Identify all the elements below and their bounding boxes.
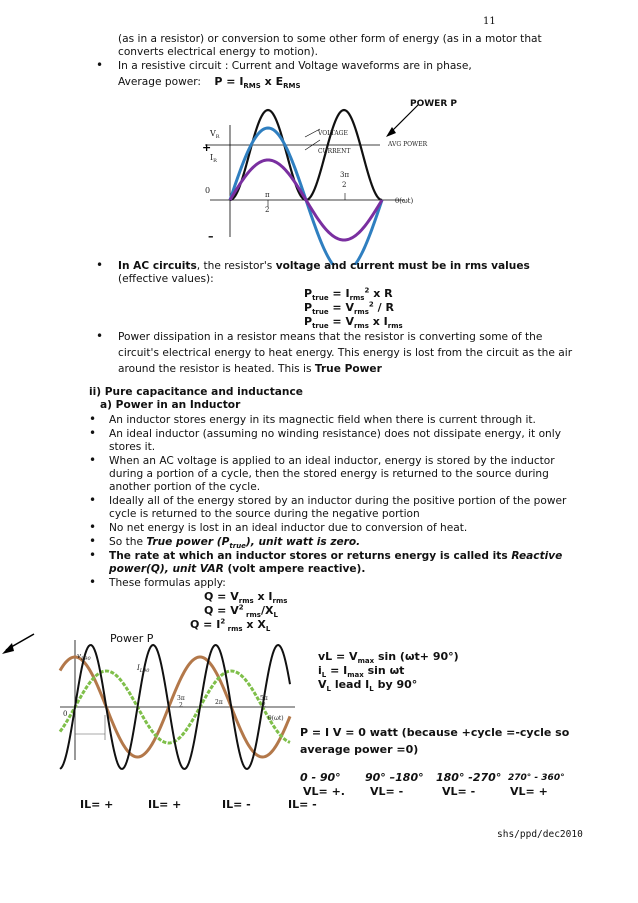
pi-two-label: 2 xyxy=(265,206,270,214)
ac-line-1: In AC circuits, the resistor's voltage and current must be in rms values xyxy=(118,260,530,272)
inductor-bullet-3b: during a portion of a cycle, then the stored energy is returned to the source during xyxy=(109,468,549,480)
origin-label: 0 xyxy=(63,710,68,718)
bullet: • xyxy=(89,534,97,548)
inductor-bullet-1: An inductor stores energy in its magnectic field when there is current through it. xyxy=(109,414,536,426)
footer: shs/ppd/dec2010 xyxy=(497,829,583,840)
power-arrow xyxy=(390,105,418,133)
bullet: • xyxy=(89,453,97,467)
plus-sign: + xyxy=(202,141,212,154)
eq-ptrue-2: $P_{true} = V_{rms}^2 / R$ xyxy=(304,300,394,317)
quadrant-2: 90° –180° xyxy=(365,771,424,784)
intro-line-2: converts electrical energy to motion). xyxy=(118,46,318,58)
ac-line-2: (effective values): xyxy=(118,273,214,285)
vl-sign-2: VL= - xyxy=(370,785,404,798)
reactive-eq-3: $Q = I^2$ $_{rms}$ x $X_L$ xyxy=(190,617,271,634)
reactive-eq-1: $Q = V_{rms}$ x $I_{rms}$ xyxy=(204,590,288,606)
inductor-bullet-6: So the True power $(P_{true})$, unit watt is zero. xyxy=(109,536,361,551)
inductor-bullet-2a: An ideal inductor (assuming no winding resistance) does not dissipate energy, it only xyxy=(109,428,561,440)
five-pi-two-label: 2 xyxy=(262,702,266,709)
minus-sign: – xyxy=(208,230,214,243)
reactive-eq-2: $Q = V^2$ $_{rms}/X_L$ xyxy=(204,603,278,620)
bullet: • xyxy=(89,426,97,440)
three-pi-label: 3π xyxy=(177,695,185,702)
power-p-label-2: Power P xyxy=(110,632,154,645)
quadrant-3: 180° -270° xyxy=(436,771,502,784)
three-pi-label: 3π xyxy=(340,171,350,179)
vl-sign-4: VL= + xyxy=(510,785,548,798)
inductor-bullet-3c: another portion of the cycle. xyxy=(109,481,261,493)
inductor-waveform-figure xyxy=(55,640,300,775)
bullet: • xyxy=(89,493,97,507)
vl-sign-1: VL= +. xyxy=(303,785,345,798)
vl90-label: $v_{L90}$ xyxy=(77,652,91,662)
il-sign-2: IL= + xyxy=(148,798,182,811)
pi-label: π xyxy=(265,191,270,199)
inductor-bullet-7a: The rate at which an inductor stores or returns energy is called its Reactive xyxy=(109,550,563,562)
subsection-heading: a) Power in an Inductor xyxy=(100,399,241,411)
il-equation: $i_L = I_{max}$ sin ωt xyxy=(318,664,405,680)
il-sign-4: IL= - xyxy=(288,798,317,811)
inductor-bullet-5: No net energy is lost in an ideal inductor due to conversion of heat. xyxy=(109,522,468,534)
bullet: • xyxy=(96,58,104,72)
three-pi-two-label: 2 xyxy=(179,702,183,709)
bullet: • xyxy=(89,548,97,562)
inductor-bullet-4b: cycle is returned to the source during the negative portion xyxy=(109,508,420,520)
vr-label: $V_R$ xyxy=(210,129,220,140)
vl-equation: vL = $V_{max}$ sin (ωt+ 90°) xyxy=(318,650,459,666)
section-heading: ii) Pure capacitance and inductance xyxy=(89,386,303,398)
zero-power-line-1: P = I V = 0 watt (because +cycle =-cycle so xyxy=(300,726,570,739)
two-pi-label: 2π xyxy=(215,699,223,706)
eq-ptrue-1: $P_{true} = I_{rms}^2$ x R xyxy=(304,286,393,303)
page-number: 11 xyxy=(483,16,496,27)
inductor-bullet-2b: stores it. xyxy=(109,441,156,453)
average-power-line xyxy=(118,75,301,89)
current-label: CURRENT xyxy=(318,148,351,155)
lead-statement: $V_L$ lead $I_L$ by 90° xyxy=(318,678,418,694)
avg-power-label: AVG POWER xyxy=(388,141,428,148)
dissipation-line-1: Power dissipation in a resistor means that the resistor is converting some of the xyxy=(118,331,543,343)
resistive-waveform-figure xyxy=(190,95,450,265)
power-curve xyxy=(230,110,382,200)
margin-arrow-icon xyxy=(0,630,40,660)
il90-label: $I_{L90}$ xyxy=(137,664,150,674)
inductor-bullet-4a: Ideally all of the energy stored by an inductor during the positive portion of the power xyxy=(109,495,567,507)
power-p-label: POWER P xyxy=(410,99,457,109)
il-sign-3: IL= - xyxy=(222,798,251,811)
resistive-line: In a resistive circuit : Current and Voltage waveforms are in phase, xyxy=(118,60,472,72)
vl-sign-3: VL= - xyxy=(442,785,476,798)
eq-ptrue-3: $P_{true} = V_{rms}$ x $I_{rms}$ xyxy=(304,315,403,331)
five-pi-label: 5π xyxy=(260,695,268,702)
theta-label: θ(ωt) xyxy=(268,715,284,722)
bullet: • xyxy=(89,412,97,426)
bullet: • xyxy=(96,329,104,343)
dissipation-line-2: circuit's electrical energy to heat energy. This energy is lost from the circuit as the air xyxy=(118,347,573,359)
quadrant-1: 0 - 90° xyxy=(300,771,341,784)
three-pi-two-label: 2 xyxy=(342,181,347,189)
inductor-bullet-8: These formulas apply: xyxy=(109,577,226,589)
avg-label: Average power: xyxy=(118,76,201,88)
theta-label: θ(ωt) xyxy=(395,197,414,205)
bullet: • xyxy=(96,258,104,272)
bullet: • xyxy=(89,575,97,589)
origin-label: 0 xyxy=(205,186,211,195)
ir-label: $I_R$ xyxy=(210,153,217,164)
intro-line-1: (as in a resistor) or conversion to some other form of energy (as in a motor that xyxy=(118,33,542,45)
bullet: • xyxy=(89,520,97,534)
voltage-label: VOLTAGE xyxy=(318,130,348,137)
inductor-bullet-3a: When an AC voltage is applied to an ideal inductor, energy is stored by the inductor xyxy=(109,455,555,467)
zero-power-line-2: average power =0) xyxy=(300,743,419,756)
inductor-bullet-7b: power(Q), unit VAR (volt ampere reactive). xyxy=(109,563,366,575)
dissipation-line-3: around the resistor is heated. This is True Power xyxy=(118,363,382,375)
il-sign-1: IL= + xyxy=(80,798,114,811)
voltage-curve xyxy=(230,128,382,265)
quadrant-4: 270° - 360° xyxy=(508,773,565,783)
avg-formula: $P = I_{RMS}$ x $E_{RMS}$ xyxy=(214,75,301,91)
